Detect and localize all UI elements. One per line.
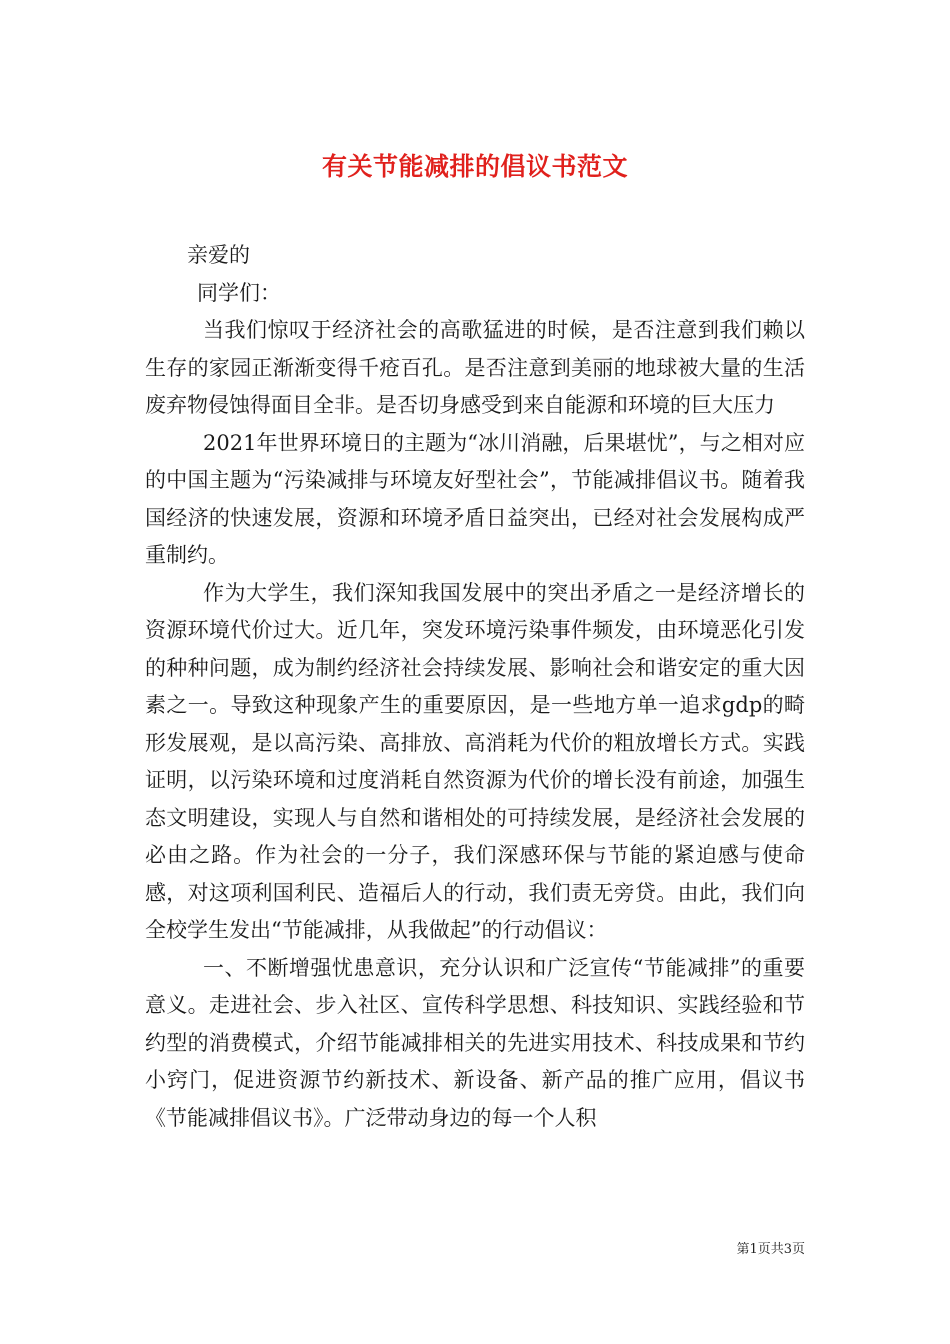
salutation-line-2: 同学们： — [197, 280, 281, 305]
paragraph-2: 2021年世界环境日的主题为“冰川消融，后果堪忧”，与之相对应的中国主题为“污染减排与环境友好型社会”，节能减排倡议书。随着我国经济的快速发展，资源和环境矛盾日益突出，已经对社会发展构成严重制约。 — [145, 430, 805, 567]
document-body — [145, 237, 805, 1137]
salutation-line-1: 亲爱的 — [187, 243, 250, 267]
paragraph-1: 当我们惊叹于经济社会的高歌猛进的时候，是否注意到我们赖以生存的家园正渐渐变得千疮百孔。是否注意到美丽的地球被大量的生活废弃物侵蚀得面目全非。是否切身感受到来自能源和环境的巨大压力 — [145, 318, 805, 417]
page-number: 第1页共3页 — [736, 1242, 805, 1257]
paragraph-3: 作为大学生，我们深知我国发展中的突出矛盾之一是经济增长的资源环境代价过大。近几年，突发环境污染事件频发，由环境恶化引发的种种问题，成为制约经济社会持续发展、影响社会和谐安定的重大因素之一。导致这种现象产生的重要原因，是一些地方单一追求gdp的畸形发展观，是以高污染、高排放、高消耗为代价的粗放增长方式。实践证明，以污染环境和过度消耗自然资源为代价的增长没有前途，加强生态文明建设，实现人与自然和谐相处的可持续发展，是经济社会发展的必由之路。作为社会的一分子，我们深感环保与节能的紧迫感与使命感，对这项利国利民、造福后人的行动，我们责无旁贷。由此，我们向全校学生发出“节能减排，从我做起”的行动倡议： — [145, 580, 805, 942]
paragraph-4: 一、不断增强忧患意识，充分认识和广泛宣传“节能减排”的重要意义。走进社会、步入社区、宣传科学思想、科技知识、实践经验和节约型的消费模式，介绍节能减排相关的先进实用技术、科技成果和节约小窍门，促进资源节约新技术、新设备、新产品的推广应用，倡议书《节能减排倡议书》。广泛带动身边的每一个人积 — [145, 955, 805, 1130]
document-title: 有关节能减排的倡议书范文 — [321, 151, 628, 181]
